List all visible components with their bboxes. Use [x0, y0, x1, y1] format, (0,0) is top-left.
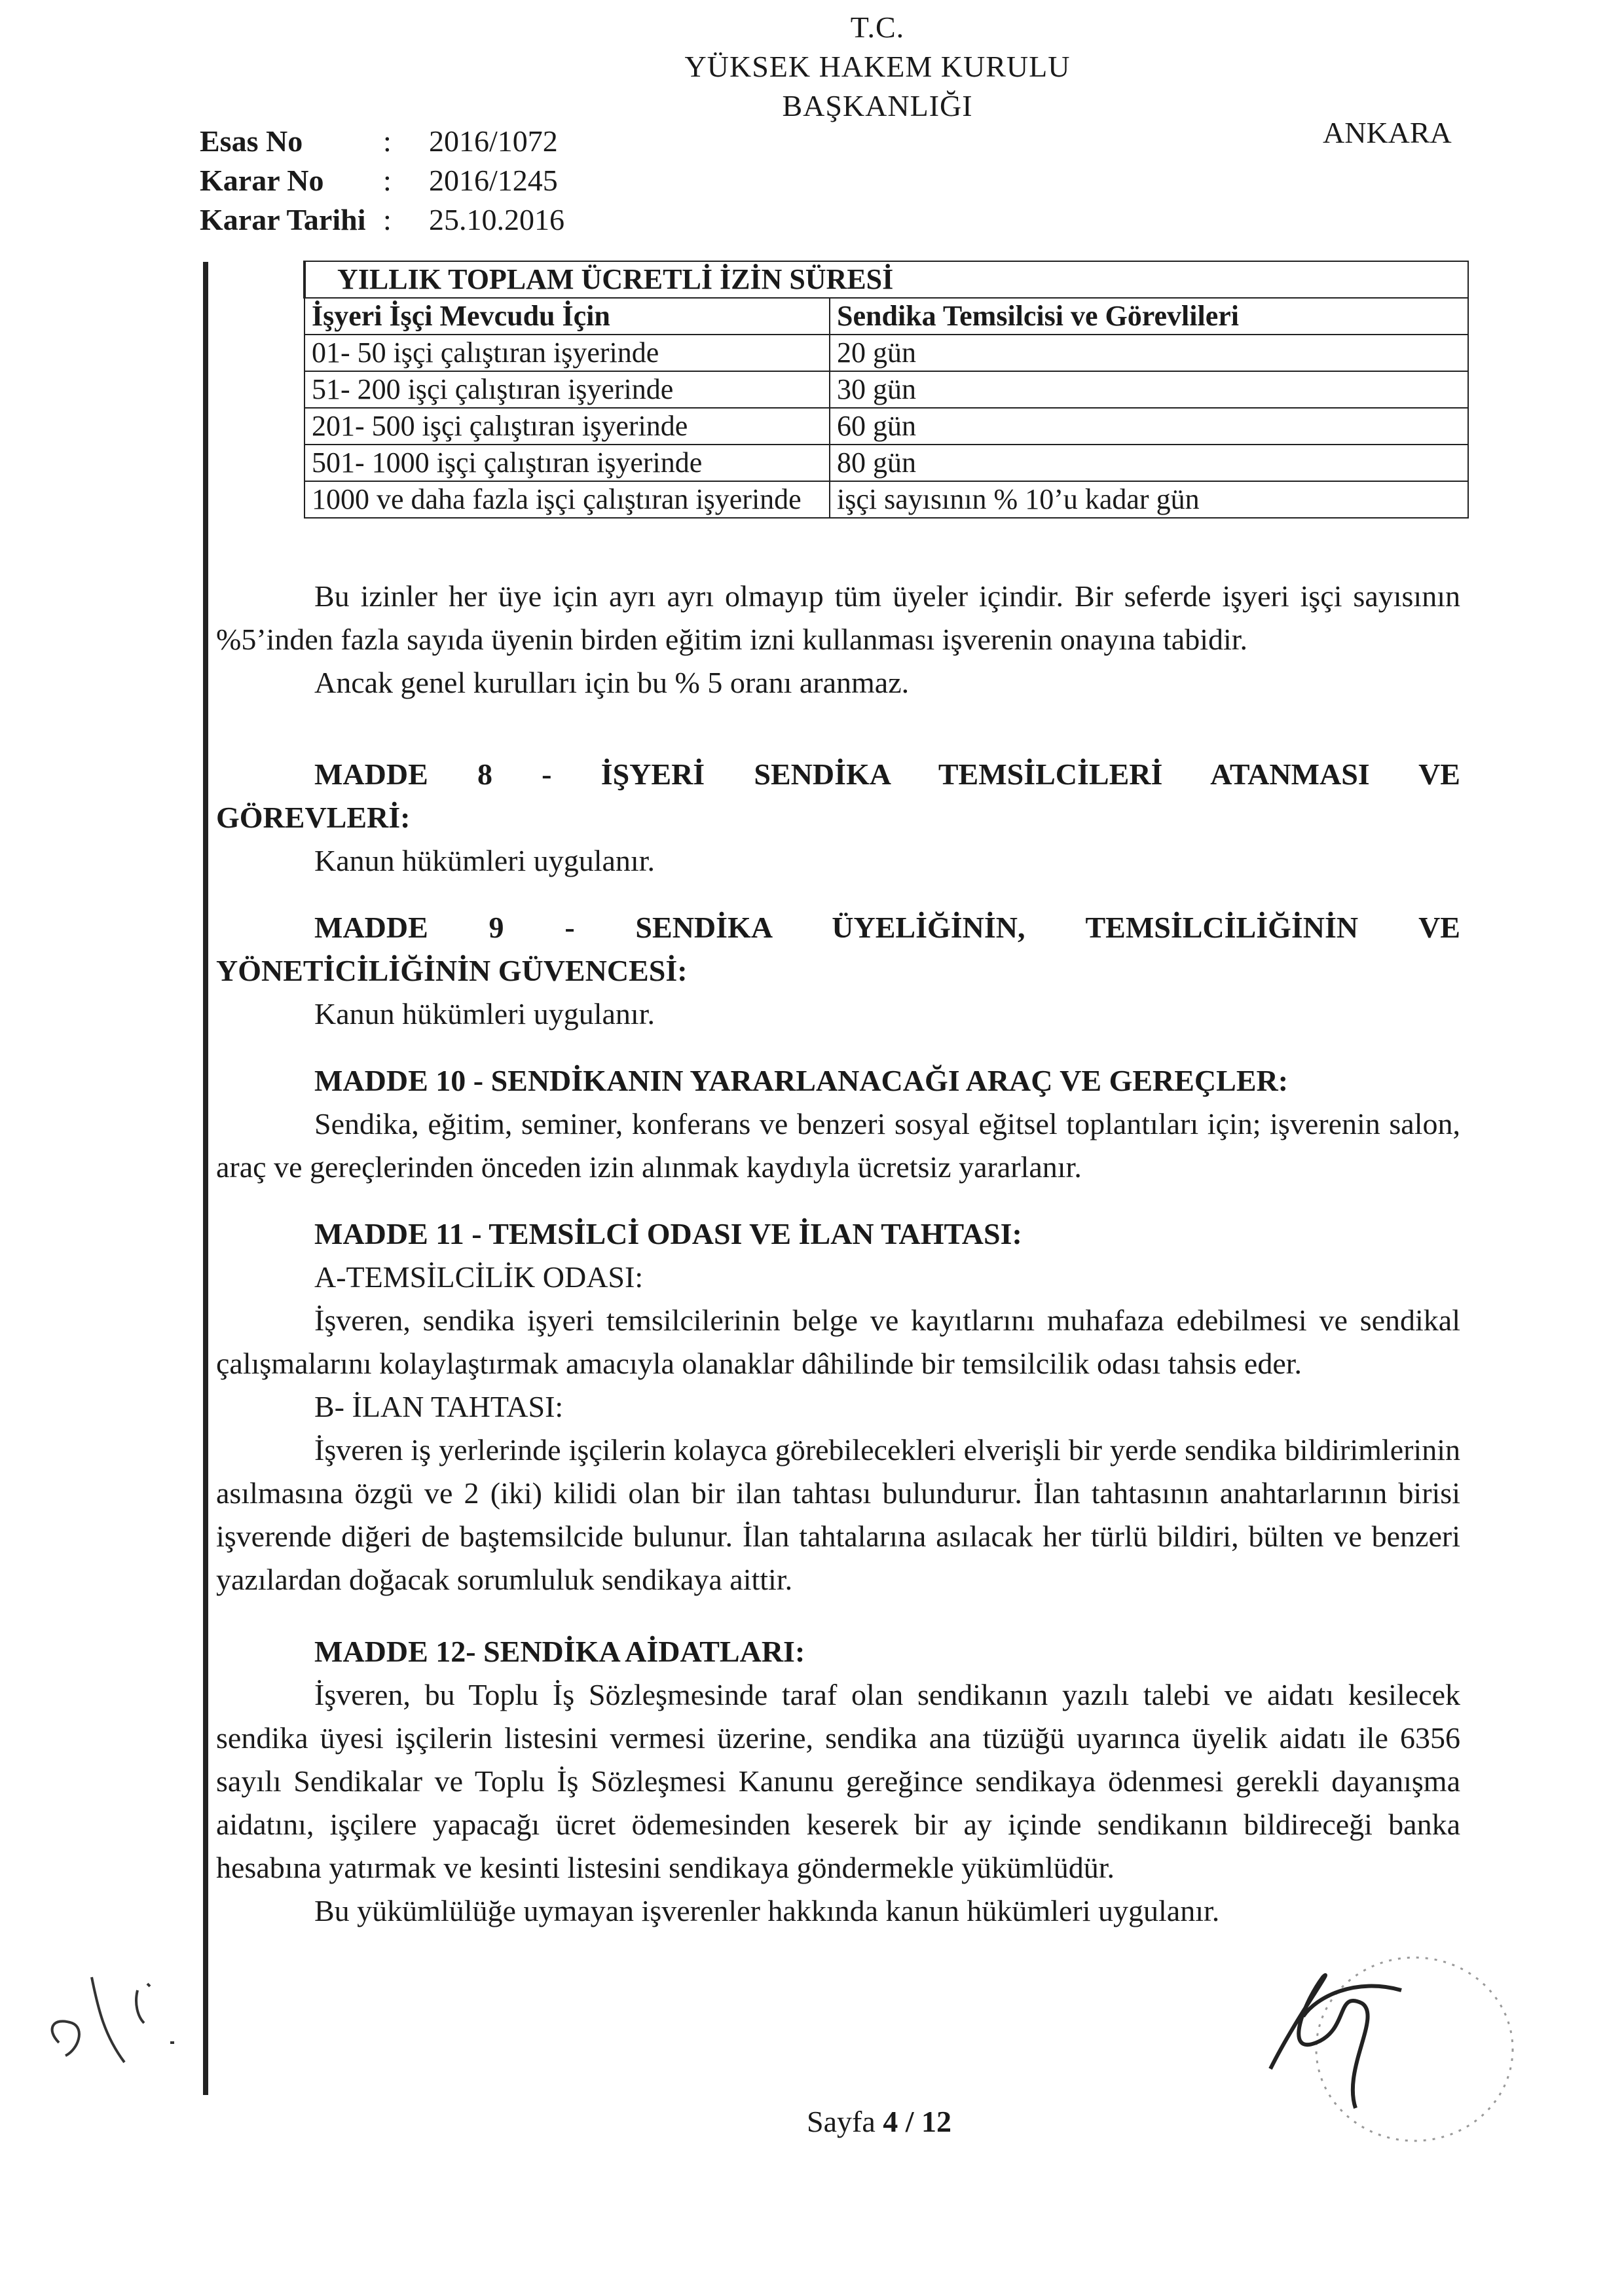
table-row — [304, 371, 1468, 408]
header-line-baskanlik: BAŞKANLIĞI — [782, 89, 973, 122]
paragraph: Sendika, eğitim, seminer, konferans ve benzeri sosyal eğitsel toplantıları için; işverenin salon, araç ve gereçlerinden önceden izin alınmak kaydıyla ücretsiz yararlanır. — [216, 1107, 1460, 1184]
paragraph: Bu izinler her üye için ayrı ayrı olmayıp tüm üyeler içindir. Bir seferde işyeri işçi sayısının %5’inden fazla sayıda üyenin birden eğitim izni kullanması işverenin onayına tabidir. — [216, 579, 1460, 656]
table-cell: 30 gün — [830, 371, 1468, 408]
page-number — [807, 2104, 951, 2139]
paragraph: İşveren, sendika işyeri temsilcilerinin belge ve kayıtlarını muhafaza edebilmesi ve sendikal çalışmalarını kolaylaştırmak amacıyla olanaklar dâhilinde bir temsilcilik odası tahsis eder. — [216, 1303, 1460, 1380]
page-count: 4 / 12 — [883, 2105, 952, 2138]
meta-value: 25.10.2016 — [429, 203, 564, 236]
table-cell: 501- 1000 işçi çalıştıran işyerinde — [304, 445, 830, 481]
meta-value: 2016/1245 — [429, 164, 558, 197]
meta-label: Karar No — [200, 164, 324, 197]
meta-value: 2016/1072 — [429, 124, 558, 158]
city-label: ANKARA — [1323, 116, 1452, 149]
paragraph: Ancak genel kurulları için bu % 5 oranı aranmaz. — [314, 666, 910, 699]
meta-sep: : — [383, 203, 392, 236]
article-title-cont: GÖREVLERİ: — [216, 801, 411, 834]
meta-row-karar — [200, 161, 564, 200]
table-col-header: Sendika Temsilcisi ve Görevlileri — [830, 298, 1468, 335]
article-8 — [216, 753, 1460, 883]
body-section-1 — [216, 575, 1460, 704]
article-title: MADDE 9 - SENDİKA ÜYELİĞİNİN, TEMSİLCİLİĞİNİN VE — [314, 911, 1460, 944]
table-cell: 201- 500 işçi çalıştıran işyerinde — [304, 408, 830, 445]
margin-bar — [203, 262, 208, 2095]
table-row — [304, 408, 1468, 445]
table-row — [304, 335, 1468, 371]
meta-sep: : — [383, 164, 392, 197]
header-line-tc: T.C. — [850, 10, 905, 44]
article-9 — [216, 906, 1460, 1036]
article-title: MADDE 12- SENDİKA AİDATLARI: — [314, 1635, 805, 1668]
paragraph: Bu yükümlülüğe uymayan işverenler hakkında kanun hükümleri uygulanır. — [314, 1894, 1220, 1927]
article-title: MADDE 10 - SENDİKANIN YARARLANACAĞI ARAÇ VE GEREÇLER: — [314, 1064, 1289, 1097]
article-10 — [216, 1059, 1460, 1189]
paragraph: Kanun hükümleri uygulanır. — [314, 844, 655, 877]
table-cell: 51- 200 işçi çalıştıran işyerinde — [304, 371, 830, 408]
table-cell: 1000 ve daha fazla işçi çalıştıran işyerinde — [304, 481, 830, 518]
table-cell: işçi sayısının % 10’u kadar gün — [830, 481, 1468, 518]
page-prefix: Sayfa — [807, 2105, 883, 2138]
header-line-kurul: YÜKSEK HAKEM KURULU — [684, 50, 1071, 83]
table-cell: 01- 50 işçi çalıştıran işyerinde — [304, 335, 830, 371]
initials-signature-left — [39, 1951, 183, 2082]
table-row — [304, 445, 1468, 481]
paragraph: İşveren iş yerlerinde işçilerin kolayca görebilecekleri elverişli bir yerde sendika bildirimlerinin asılmasına özgü ve 2 (iki) kilidi olan bir ilan tahtası bulundurur. İlan tahtasının anahtarlarının birisi işverende diğeri de baştemsilcide bulunur. İlan tahtalarına asılacak her türlü bildiri, bülten ve benzeri yazılardan doğacak sorumluluk sendikaya aittir. — [216, 1433, 1460, 1596]
meta-row-esas — [200, 122, 564, 161]
meta-row-tarih — [200, 200, 564, 240]
table-col-header: İşyeri İşçi Mevcudu İçin — [304, 298, 830, 335]
subheading: A-TEMSİLCİLİK ODASI: — [314, 1260, 644, 1294]
article-title: MADDE 11 - TEMSİLCİ ODASI VE İLAN TAHTASI: — [314, 1217, 1022, 1250]
article-12 — [216, 1630, 1460, 1933]
table-cell: 60 gün — [830, 408, 1468, 445]
table-header-row — [304, 298, 1468, 335]
case-meta — [200, 122, 564, 240]
table-cell: 20 gün — [830, 335, 1468, 371]
article-title: MADDE 8 - İŞYERİ SENDİKA TEMSİLCİLERİ ATANMASI VE — [314, 757, 1460, 791]
leave-table — [303, 261, 1469, 519]
table-title-row — [304, 261, 1468, 298]
meta-label: Karar Tarihi — [200, 203, 366, 236]
article-title-cont: YÖNETİCİLİĞİNİN GÜVENCESİ: — [216, 954, 688, 987]
signature-and-stamp — [1205, 1938, 1532, 2174]
table-cell: 80 gün — [830, 445, 1468, 481]
meta-sep: : — [383, 124, 392, 158]
article-11 — [216, 1212, 1460, 1601]
paragraph: İşveren, bu Toplu İş Sözleşmesinde taraf olan sendikanın yazılı talebi ve aidatı kesilecek sendika üyesi işçilerin listesini vermesi üzerine, sendika ana tüzüğü uyarınca üyelik aidatı ile 6356 sayılı Sendikalar ve Toplu İş Sözleşmesi Kanunu gereğince sendikaya ödenmesi gerekli dayanışma aidatını, işçilere yapacağı ücret ödemesinden keserek bir ay içinde sendikanın bildireceği banka hesabına yatırmak ve kesinti listesini sendikaya göndermekle yükümlüdür. — [216, 1678, 1460, 1884]
table-title: YILLIK TOPLAM ÜCRETLİ İZİN SÜRESİ — [304, 261, 1468, 298]
table-row — [304, 481, 1468, 518]
subheading: B- İLAN TAHTASI: — [314, 1390, 564, 1423]
meta-label: Esas No — [200, 124, 303, 158]
institution-header — [685, 8, 1071, 126]
paragraph: Kanun hükümleri uygulanır. — [314, 997, 655, 1030]
